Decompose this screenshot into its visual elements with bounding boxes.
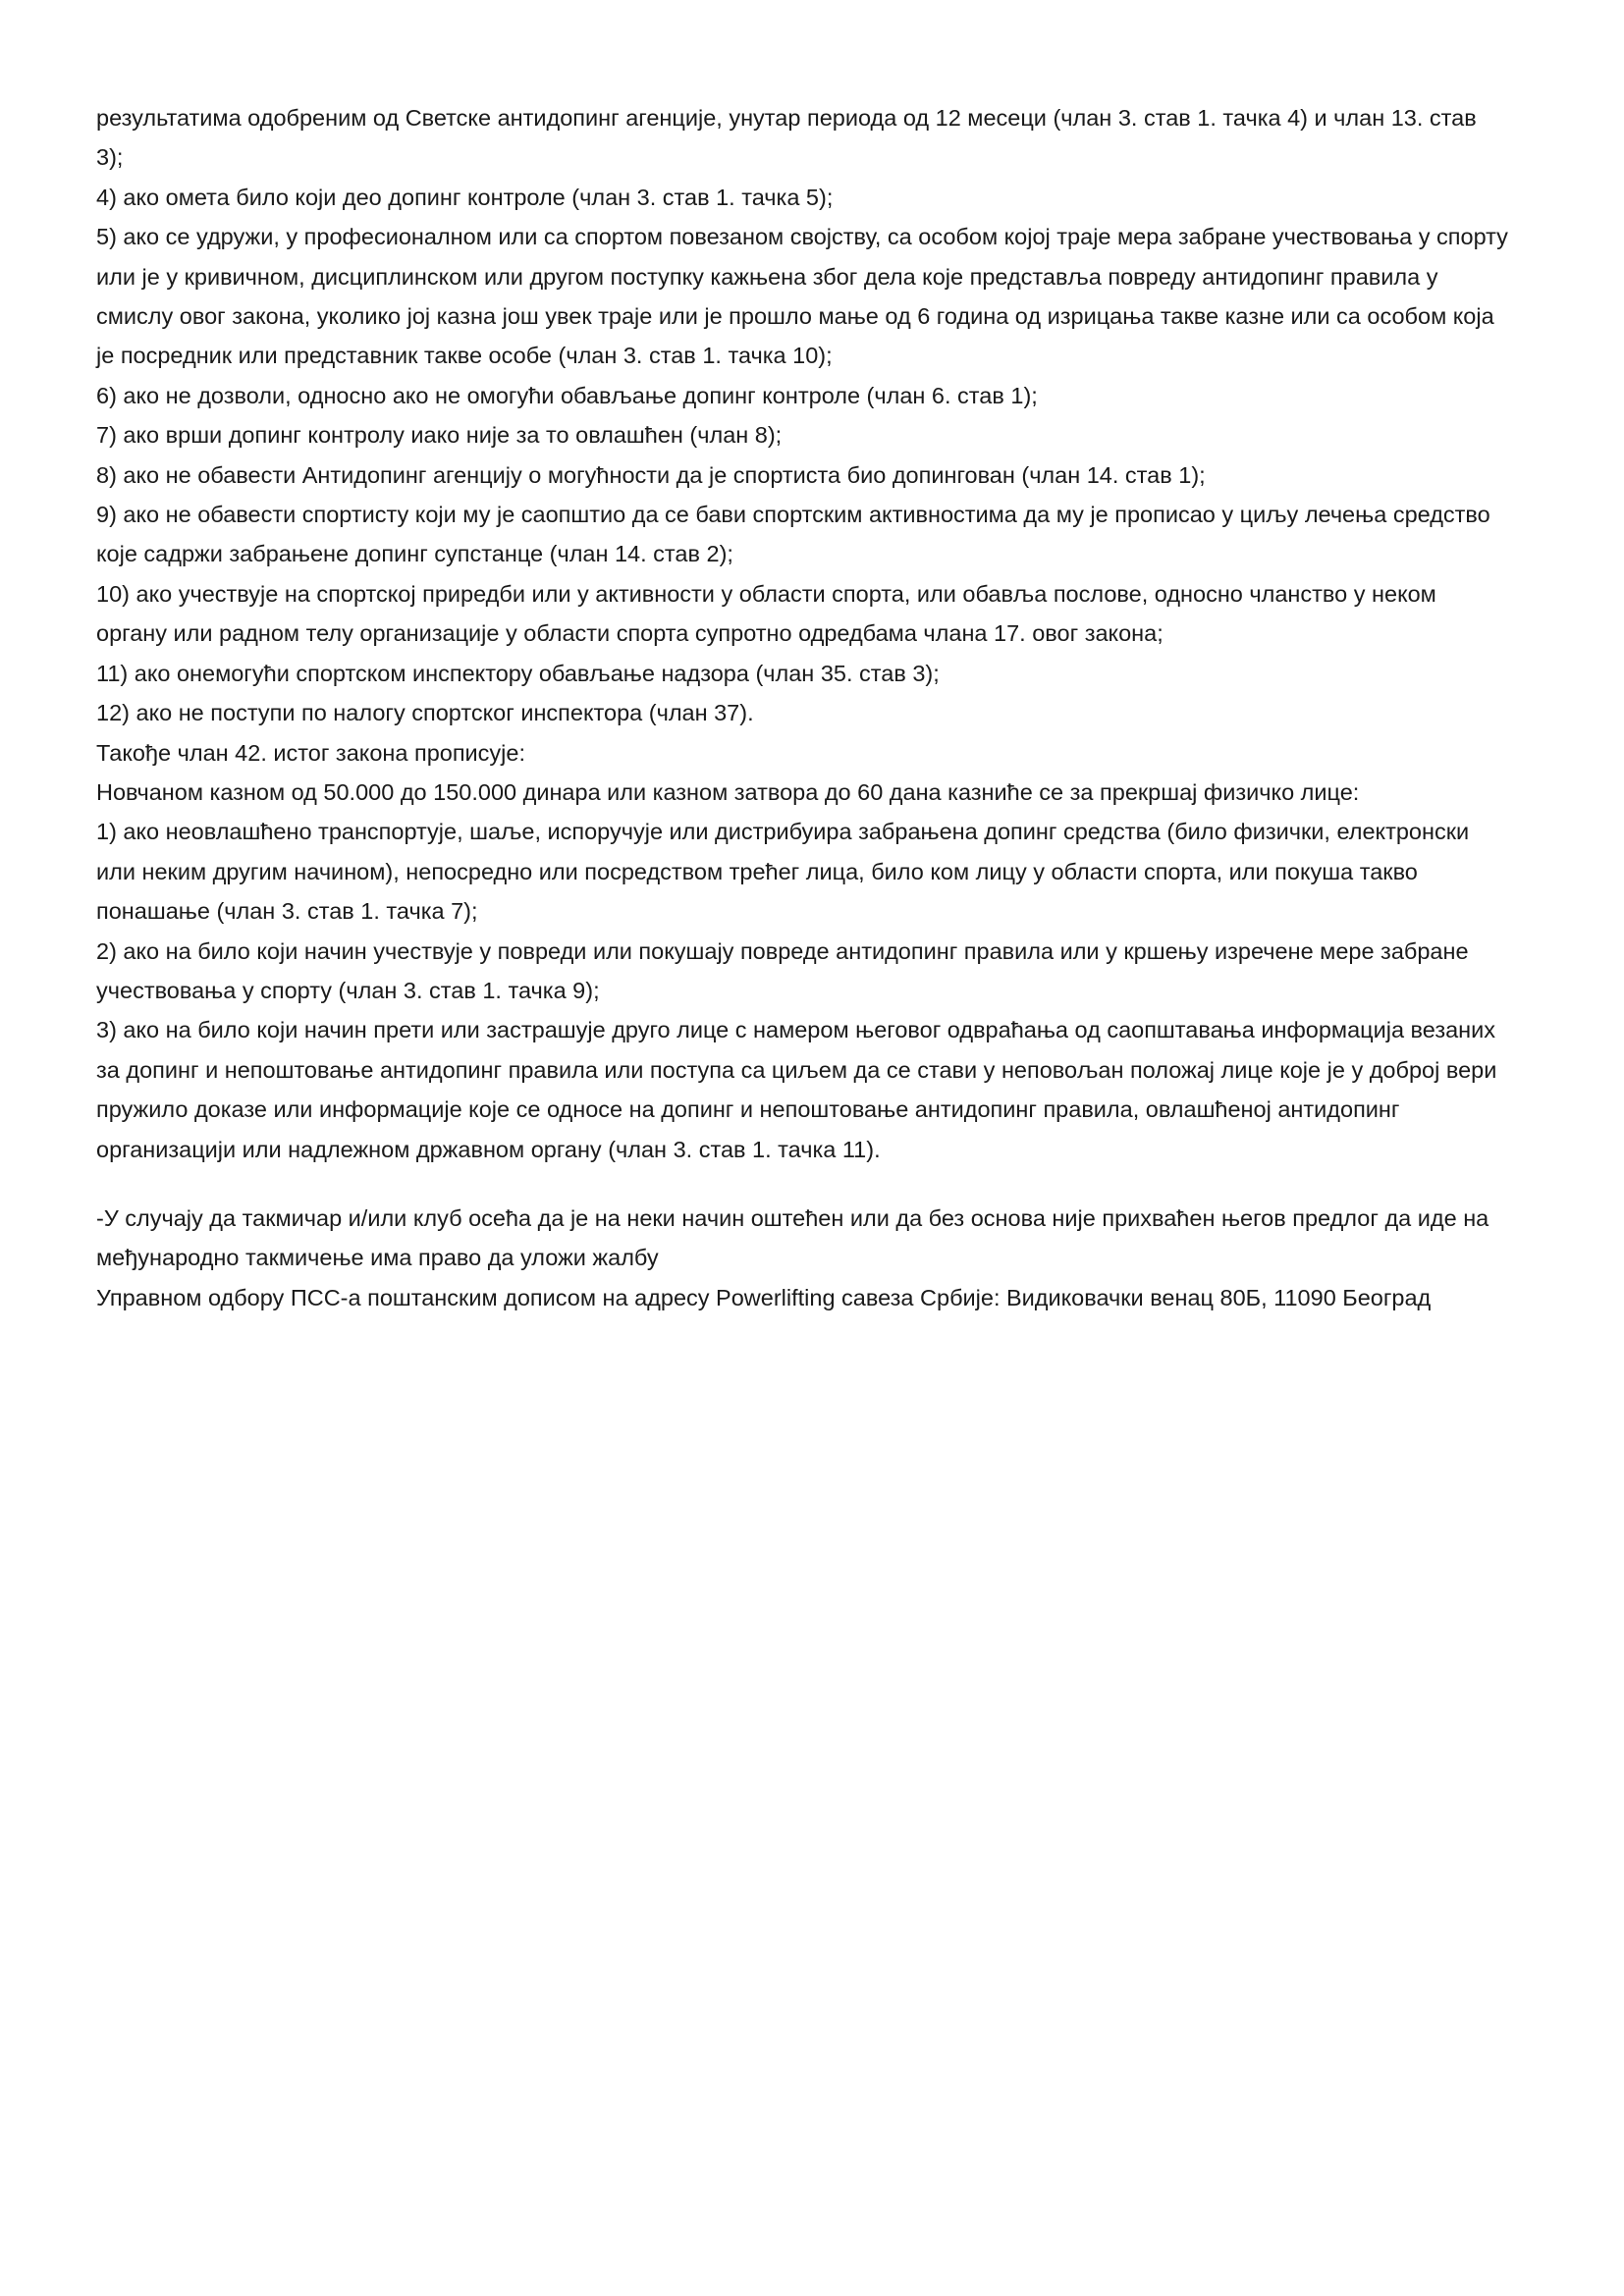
paragraph: 3) ако на било који начин прети или застрашује друго лице с намером његовог одвраћања од саопштавања информација везаних за допинг и непоштовање антидопинг правила или поступа са циљем да се стави у неповољан положај лице које је у доброј вери пружило доказе или информације које се односе на допинг и непоштовање антидопинг правила, овлашћеној антидопинг организацији или надлежном државном органу (члан 3. став 1. тачка 11). [96, 1017, 1497, 1162]
paragraph: 8) ако не обавести Антидопинг агенцију о могућности да је спортиста био допингован (члан 14. став 1); [96, 461, 1206, 488]
paragraph: Новчаном казном од 50.000 до 150.000 динара или казном затвора до 60 дана казниће се за прекршај физичко лице: [96, 778, 1360, 805]
paragraph: 2) ако на било који начин учествује у повреди или покушају повреде антидопинг правила или у кршењу изречене мере забране учествовања у спорту (члан 3. став 1. тачка 9); [96, 937, 1469, 1003]
closing-paragraph: -У случају да такмичар и/или клуб осећа да је на неки начин оштећен или да без основа није прихваћен његов предлог да иде на међународно такмичење има право да уложи жалбу [96, 1204, 1489, 1271]
paragraph: 7) ако врши допинг контролу иако није за то овлашћен (члан 8); [96, 422, 783, 449]
paragraph: результатима одобреним од Светске антидопинг агенције, унутар периода од 12 месеци (члан 3. став 1. тачка 4) и члан 13. став 3); [96, 105, 1477, 171]
paragraph: 10) ако учествује на спортској приредби или у активности у области спорта, или обавља послове, односно чланство у неком органу или радном телу организације у области спорта супротно одредбама члана 17. овог закона; [96, 580, 1436, 647]
closing-block [96, 1199, 1508, 1317]
paragraph: 4) ако омета било који део допинг контроле (члан 3. став 1. тачка 5); [96, 184, 834, 210]
paragraph: 6) ако не дозволи, односно ако не омогући обављање допинг контроле (члан 6. став 1); [96, 382, 1038, 408]
paragraph: Такође члан 42. истог закона прописује: [96, 739, 525, 766]
paragraph: 1) ако неовлашћено транспортује, шаље, испоручује или дистрибуира забрањена допинг средства (било физички, електронски или неким другим начином), непосредно или посредством трећег лица, било ком лицу у области спорта, или покуша такво понашање (члан 3. став 1. тачка 7); [96, 819, 1470, 925]
document-body [96, 98, 1508, 1317]
paragraph: 11) ако онемогући спортском инспектору обављање надзора (члан 35. став 3); [96, 660, 940, 686]
paragraph-spacer [96, 1169, 1508, 1199]
closing-paragraph: Управном одбору ПСС-а поштанским дописом на адресу Powerlifting савеза Србије: Видиковачки венац 80Б, 11090 Београд [96, 1284, 1432, 1310]
paragraph: 5) ако се удружи, у професионалном или са спортом повезаном својству, са особом којој траје мера забране учествовања у спорту или је у кривичном, дисциплинском или другом поступку кажњена због дела које представља повреду антидопинг правила у смислу овог закона, уколико јој казна још увек траје или је прошло мање од 6 година од изрицања такве казне или са особом која је посредник или представник такве особе (члан 3. став 1. тачка 10); [96, 224, 1508, 369]
paragraph: 12) ако не поступи по налогу спортског инспектора (члан 37). [96, 700, 754, 726]
paragraph: 9) ако не обавести спортисту који му је саопштио да се бави спортским активностима да му је прописао у циљу лечења средство које садржи забрањене допинг супстанце (члан 14. став 2); [96, 502, 1490, 567]
